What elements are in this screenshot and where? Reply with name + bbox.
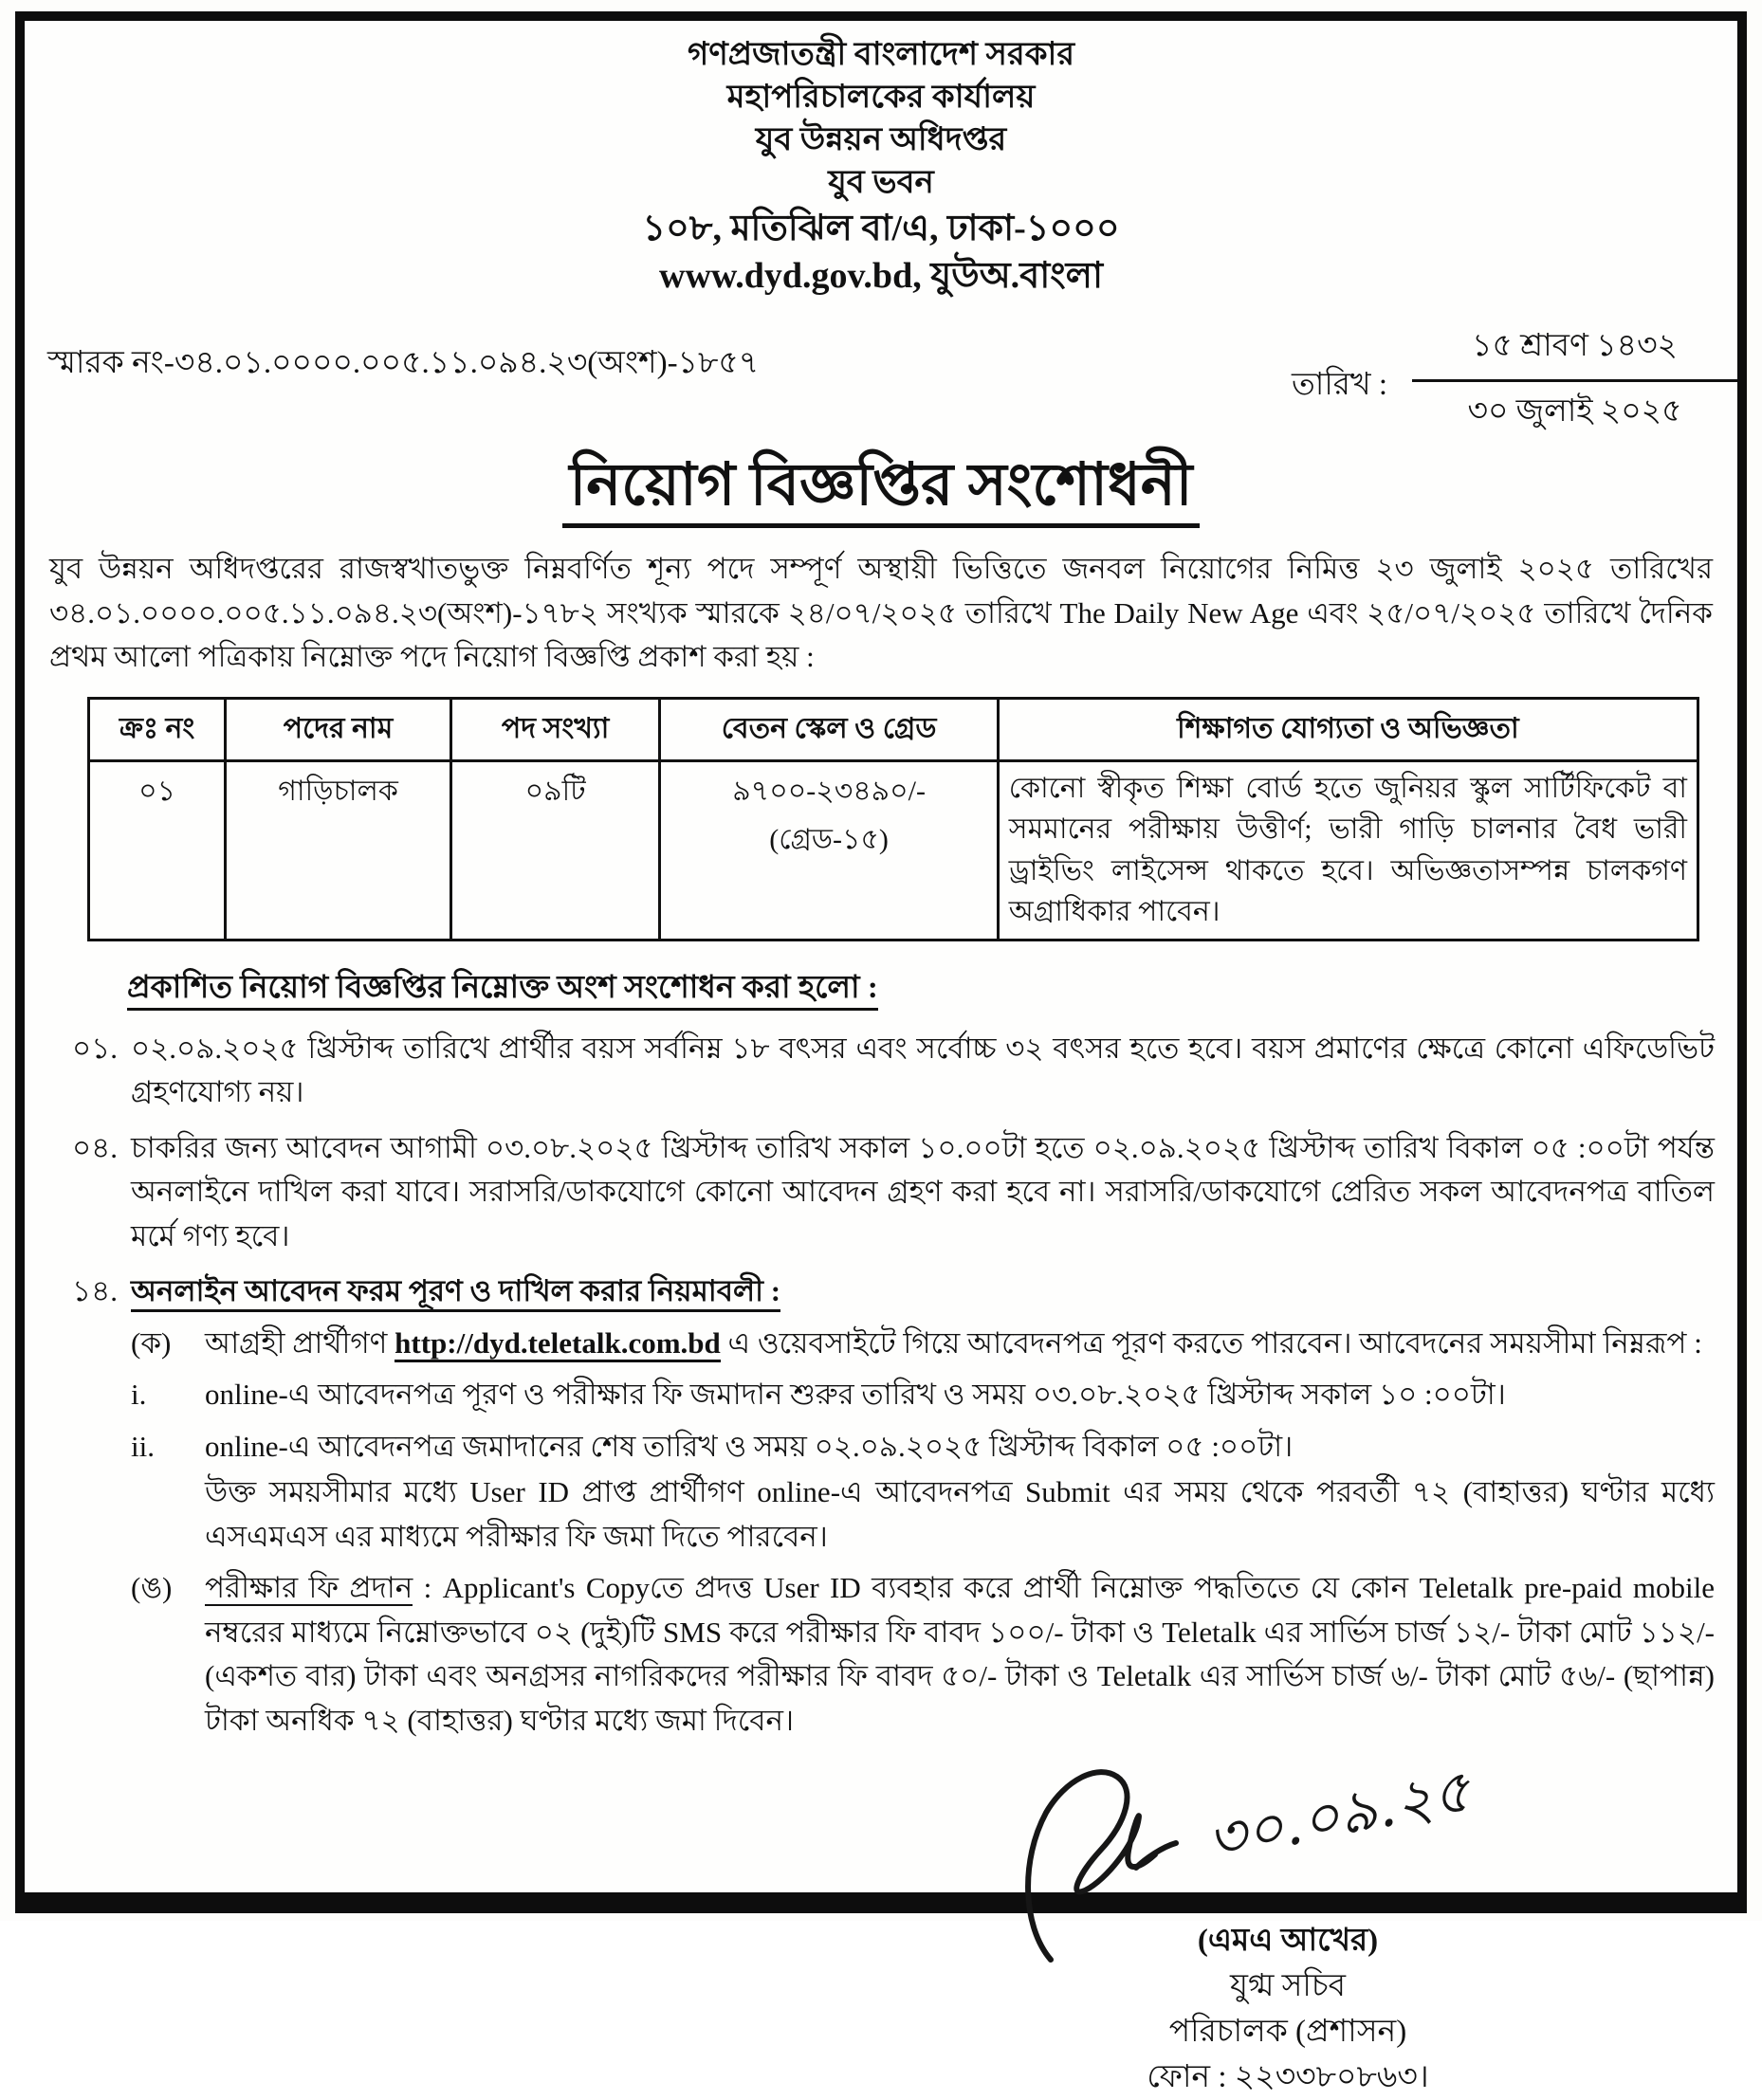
list-item-14 [47, 1269, 1715, 1743]
date-stack [1412, 320, 1737, 439]
building-name: যুব ভবন [828, 164, 934, 200]
text-suffix: এ ওয়েবসাইটে গিয়ে আবেদনপত্র পূরণ করতে পারবেন। আবেদনের সময়সীমা নিম্নরূপ : [720, 1325, 1702, 1360]
sub-item-label: i. [131, 1378, 147, 1412]
text-prefix: আগ্রহী প্রার্থীগণ [205, 1325, 395, 1360]
amendment-heading: প্রকাশিত নিয়োগ বিজ্ঞপ্তির নিম্নোক্ত অংশ সংশোধন করা হলো : [127, 962, 1715, 1015]
sub-item-label: ii. [131, 1429, 155, 1463]
table-header-row [89, 698, 1698, 760]
item-text: চাকরির জন্য আবেদন আগামী ০৩.০৮.২০২৫ খ্রিস্টাব্দ তারিখ সকাল ১০.০০টা হতে ০২.০৯.২০২৫ খ্রিস্টাব্দ তারিখ বিকাল ০৫ :০০টা পর্যন্ত অনলাইনে দাখিল করা যাবে। সরাসরি/ডাকযোগে কোনো আবেদন গ্রহণ করা হবে না। সরাসরি/ডাকযোগে প্রেরিত সকল আবেদনপত্র বাতিল মর্মে গণ্য হবে। [131, 1130, 1715, 1252]
title-wrap [47, 452, 1715, 528]
sub-item-ii [131, 1425, 1715, 1560]
fee-payment-lead: পরীক্ষার ফি প্রদান [205, 1571, 413, 1605]
date-gregorian: ৩০ জুলাই ২০২৫ [1467, 393, 1682, 429]
user-id-note: উক্ত সময়সীমার মধ্যে User ID প্রাপ্ত প্রার্থীগণ online-এ আবেদনপত্র Submit এর সময় থেকে পরবর্তী ৭২ (বাহাত্তর) ঘণ্টার মধ্যে এসএমএস এর মাধ্যমে পরীক্ষার ফি জমা দিতে পারবেন। [205, 1475, 1715, 1553]
memo-number: স্মারক নং-৩৪.০১.০০০০.০০৫.১১.০৯৪.২৩(অংশ)-১৮৫৭ [47, 345, 760, 380]
item-body [131, 1269, 1715, 1743]
government-name: গণপ্রজাতন্ত্রী বাংলাদেশ সরকার [687, 37, 1075, 72]
date-block [1292, 320, 1737, 439]
cell-qualification: কোনো স্বীকৃত শিক্ষা বোর্ড হতে জুনিয়র স্কুল সার্টিফিকেট বা সমমানের পরীক্ষায় উত্তীর্ণ; ভারী গাড়ি চালনার বৈধ ভারী ড্রাইভিং লাইসেন্স থাকতে হবে। অভিজ্ঞতাসম্পন্ন চালকগণ অগ্রাধিকার পাবেন। [998, 760, 1698, 940]
sub-item-text: online-এ আবেদনপত্র পূরণ ও পরীক্ষার ফি জমাদান শুরুর তারিখ ও সময় ০৩.০৮.২০২৫ খ্রিস্টাব্দ সকাল ১০ :০০টা। [205, 1378, 1506, 1412]
memo-row [47, 320, 1715, 439]
sub-item-label: (ক) [131, 1325, 172, 1360]
application-url: http://dyd.teletalk.com.bd [395, 1326, 721, 1362]
sub-item-label: (ঙ) [131, 1571, 173, 1605]
office-address: ১০৮, মতিঝিল বা/এ, ঢাকা-১০০০ [642, 208, 1120, 248]
cell-serial: ০১ [89, 760, 226, 940]
cell-post-count: ০৯টি [450, 760, 660, 940]
sub-item-text [205, 1322, 1715, 1366]
fee-payment-text: : Applicant's Copyতে প্রদত্ত User ID ব্যবহার করে প্রার্থী নিম্নোক্ত পদ্ধতিতে যে কোন Teletalk pre-paid mobile নম্বরের মাধ্যমে নিম্নোক্তভাবে ০২ (দুই)টি SMS করে পরীক্ষার ফি বাবদ ১০০/- টাকা ও Teletalk এর সার্ভিস চার্জ ১২/- টাকা মোট ১১২/- (একশত বার) টাকা এবং অনগ্রসর নাগরিকদের পরীক্ষার ফি বাবদ ৫০/- টাকা ও Teletalk এর সার্ভিস চার্জ ৬/- টাকা মোট ৫৬/- (ছাপান্ন) টাকা অনধিক ৭২ (বাহাত্তর) ঘণ্টার মধ্যে জমা দিবেন। [205, 1571, 1715, 1737]
deadline-text: online-এ আবেদনপত্র জমাদানের শেষ তারিখ ও সময় ০২.০৯.২০২৫ খ্রিস্টাব্দ বিকাল ০৫ :০০টা। [205, 1429, 1294, 1463]
cell-pay-scale [660, 760, 998, 940]
item-number: ০৪. [72, 1130, 119, 1164]
office-name: মহাপরিচালকের কার্যালয় [726, 79, 1036, 115]
header-pay-scale: বেতন স্কেল ও গ্রেড [660, 698, 998, 760]
document-frame [15, 11, 1747, 2094]
header-serial: ক্রঃ নং [89, 698, 226, 760]
office-website: www.dyd.gov.bd, যুউঅ.বাংলা [659, 255, 1103, 296]
sub-item-text [205, 1425, 1715, 1560]
vacancy-table [87, 697, 1699, 941]
sub-item-i [131, 1373, 1715, 1417]
signature-block [984, 1756, 1591, 2100]
signature-date-text: ৩০.০৯.২৫ [1201, 1755, 1477, 1874]
pay-scale-grade: (গ্রেড-১৫) [769, 823, 889, 855]
item-number: ১৪. [72, 1274, 118, 1308]
sub-item-text [205, 1566, 1715, 1743]
signatory-title-2: পরিচালক (প্রশাসন) [1168, 2014, 1407, 2049]
table-row [89, 760, 1698, 940]
date-label: তারিখ : [1292, 368, 1388, 403]
date-bangla: ১৫ শ্রাবণ ১৪৩২ [1412, 320, 1737, 382]
pay-scale-amount: ৯৭০০-২৩৪৯০/- [732, 775, 926, 807]
document-header [47, 34, 1715, 300]
signatory-title-1: যুগ্ম সচিব [1229, 1968, 1347, 2003]
sub-item-ka [131, 1322, 1715, 1366]
list-item-01 [47, 1027, 1715, 1115]
page-title: নিয়োগ বিজ্ঞপ্তির সংশোধনী [562, 452, 1201, 528]
department-name: যুব উন্নয়ন অধিদপ্তর [755, 121, 1007, 157]
online-rules-heading: অনলাইন আবেদন ফরম পূরণ ও দাখিল করার নিয়মাবলী : [131, 1269, 1715, 1314]
list-item-04 [47, 1126, 1715, 1259]
signatory-name: (এমএ আখের) [1197, 1924, 1379, 1959]
intro-paragraph: যুব উন্নয়ন অধিদপ্তরের রাজস্বখাতভুক্ত নিম্নবর্ণিত শূন্য পদে সম্পূর্ণ অস্থায়ী ভিত্তিতে জনবল নিয়োগের নিমিত্ত ২৩ জুলাই ২০২৫ তারিখের ৩৪.০১.০০০০.০০৫.১১.০৯৪.২৩(অংশ)-১৭৮২ সংখ্যক স্মারকে ২৪/০৭/২০২৫ তারিখে The Daily New Age এবং ২৫/০৭/২০২৫ তারিখে দৈনিক প্রথম আলো পত্রিকায় নিম্নোক্ত পদে নিয়োগ বিজ্ঞপ্তি প্রকাশ করা হয় : [49, 552, 1713, 674]
sub-item-ng [131, 1566, 1715, 1743]
cell-post-name: গাড়িচালক [226, 760, 451, 940]
header-post-name: পদের নাম [226, 698, 451, 760]
header-qualification: শিক্ষাগত যোগ্যতা ও অভিজ্ঞতা [998, 698, 1698, 760]
item-number: ০১. [72, 1031, 119, 1065]
item-text: ০২.০৯.২০২৫ খ্রিস্টাব্দ তারিখে প্রার্থীর বয়স সর্বনিম্ন ১৮ বৎসর এবং সর্বোচ্চ ৩২ বৎসর হতে হবে। বয়স প্রমাণের ক্ষেত্রে কোনো এফিডেভিট গ্রহণযোগ্য নয়। [131, 1031, 1715, 1109]
header-post-count: পদ সংখ্যা [450, 698, 660, 760]
signatory-phone: ফোন : ২২৩৩৮০৮৬৩। [1147, 2059, 1429, 2094]
